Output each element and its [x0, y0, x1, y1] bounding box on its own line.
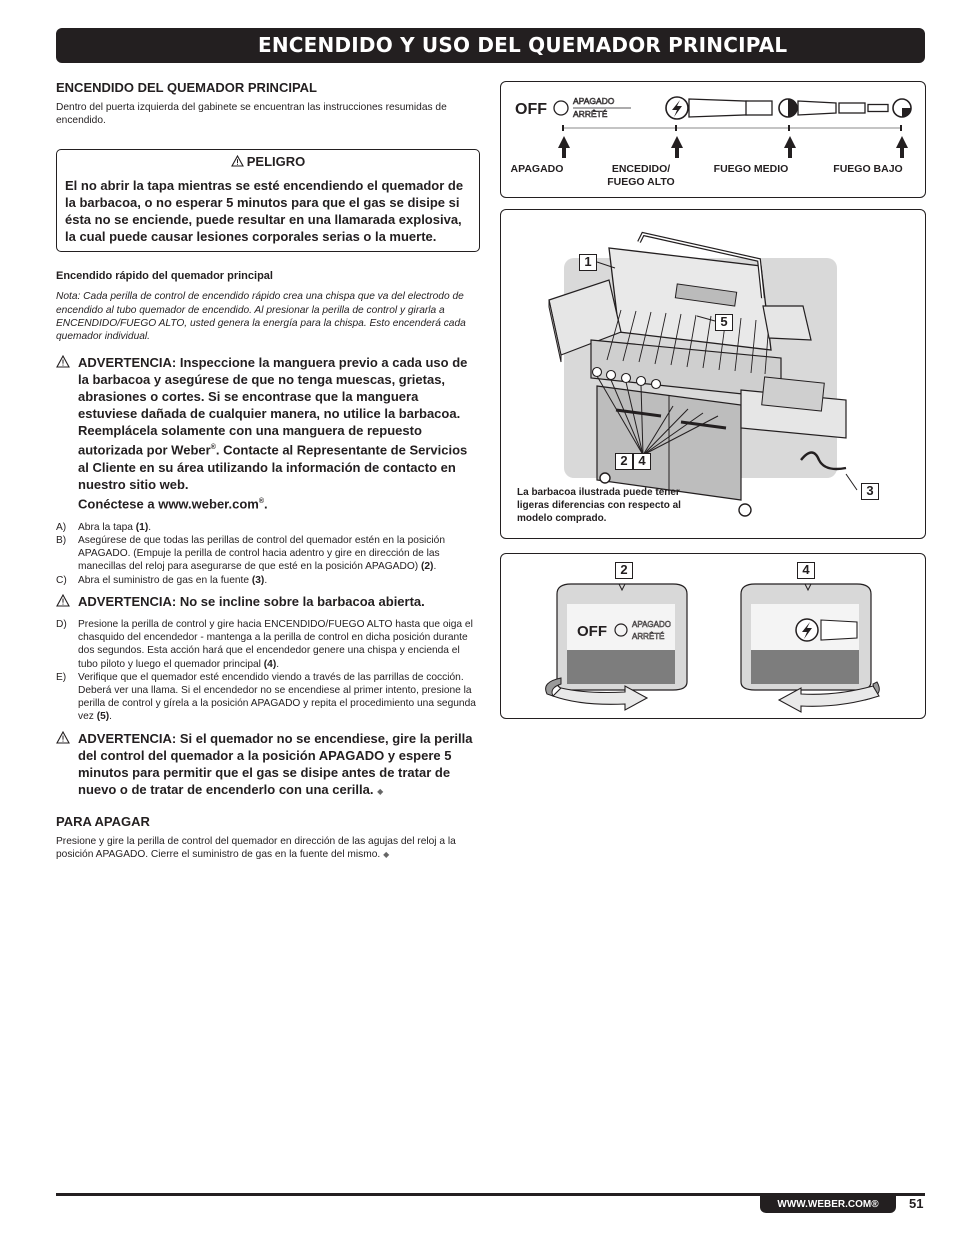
step-ref: (4) [263, 658, 277, 670]
warning-hose-text-b: . Contacte al Representante de Servicios al Cliente en su área utilizando la información de contacto en nuestro sitio web. [78, 442, 468, 492]
step-letter: B) [56, 535, 67, 547]
page-number: 51 [909, 1196, 924, 1211]
dial-positions-panel [500, 81, 926, 198]
danger-text: El no abrir la tapa mientras se esté encendiendo el quemador de la barbacoa, o no esperar 5 minutos para que el gas se disipe si ésta no se enciende, puede resultar en una llamarada explosiva, la cual puede causar lesiones corporales serias o la muerte. [65, 178, 464, 245]
step-letter: A) [56, 521, 67, 533]
period: . [264, 495, 268, 511]
step-ref: (2) [420, 561, 434, 573]
weber-site-text: Conéctese a www.weber.com [78, 495, 259, 511]
warning-lean [56, 593, 480, 610]
label-encendido: ENCEDIDO/ FUEGO ALTO [607, 163, 675, 188]
page-title: ENCENDIDO Y USO DEL QUEMADOR PRINCIPAL [56, 28, 925, 63]
step-text: Abra el suministro de gas en la fuente [78, 574, 252, 586]
knob-illustrations [501, 554, 925, 718]
knob-off-label: OFF [577, 623, 607, 640]
turn-off-title: PARA APAGAR [56, 813, 150, 829]
knob-apagado-small: APAGADO [632, 620, 671, 629]
step-c [56, 574, 480, 587]
warning-no-ignite [56, 730, 480, 800]
callout-1: 1 [579, 254, 597, 271]
callout-4: 4 [633, 453, 651, 470]
step-text: Abra la tapa [78, 521, 136, 533]
step-text: Verifique que el quemador esté encendido viendo a través de las parrillas de cocción. Deberá ver una llama. Si el encendedor no se encendiese al primer intento, presione la perilla de control y gírela a la posición APAGADO y repita el procedimiento una segunda vez [78, 671, 476, 723]
knob-arrete-small: ARRÊTÉ [632, 632, 665, 641]
dial-off-label: OFF [515, 101, 547, 118]
step-end: . [148, 521, 152, 533]
knob-rotation-panel [500, 553, 926, 719]
step-d [56, 618, 480, 671]
label-fuego-medio: FUEGO MEDIO [713, 163, 789, 175]
step-text: Presione la perilla de control y gire hacia ENCENDIDO/FUEGO ALTO hasta que oiga el chasquido del encendedor - mantenga a la perilla de control en dicha posición durante dos segundos. Esta acción hará que el encendedor genere una chispa y encienda el tubo piloto y luego el quemador principal [78, 618, 473, 670]
step-end: . [433, 561, 437, 573]
registered-mark: ® [210, 444, 216, 452]
danger-title: PELIGRO [246, 154, 306, 170]
dial-apagado-small: APAGADO [573, 96, 615, 106]
callout-2: 2 [615, 453, 633, 470]
label-fuego-bajo: FUEGO BAJO [833, 163, 903, 175]
step-end: . [276, 658, 280, 670]
footer-url: WWW.WEBER.COM® [760, 1196, 896, 1213]
warning-no-ignite-text: ADVERTENCIA: Si el quemador no se encendiese, gire la perilla del control del quemador a la posición APAGADO y espere 5 minutos para permitir que el gas se disipe antes de tratar de nuevo o de tratar de encenderlo con una cerilla. [78, 730, 473, 797]
step-end: . [264, 574, 268, 586]
step-text: Asegúrese de que todas las perillas de control del quemador estén en la posición APAGADO. (Empuje la perilla de control hacia adentro y gire en dirección de las manecillas del reloj para asegurarse de que esté en la posición APAGADO) [78, 535, 445, 573]
knob-callout-2: 2 [615, 562, 633, 579]
warning-triangle-icon [56, 731, 70, 744]
grill-diagram-panel [500, 209, 926, 539]
step-letter: E) [56, 671, 67, 683]
section-title: ENCENDIDO DEL QUEMADOR PRINCIPAL [56, 80, 317, 95]
half-circle-icon [779, 99, 797, 117]
step-a [56, 521, 480, 534]
warning-triangle-icon [231, 155, 244, 167]
step-e [56, 671, 480, 724]
callout-5: 5 [715, 314, 733, 331]
step-ref: (1) [135, 521, 149, 533]
warning-hose-text: ADVERTENCIA: Inspeccione la manguera previo a cada uso de la barbacoa y asegúrese de que no tenga muescas, grietas, abrasiones o cortes. Si se encontrase que la manguera estuviese dañada de cualquier manera, no utilice la barbacoa. Reemplácela solamente con una manguera de repuesto autorizada por Weber [78, 355, 468, 458]
step-ref: (5) [96, 711, 110, 723]
knob-off [546, 584, 687, 710]
turn-off-text [56, 835, 480, 861]
grill-caption: La barbacoa ilustrada puede tener ligeras diferencias con respecto al modelo comprado. [517, 487, 681, 524]
step-ref: (3) [251, 574, 265, 586]
warning-lean-text: ADVERTENCIA: No se incline sobre la barbacoa abierta. [78, 593, 425, 609]
lightning-icon [796, 619, 818, 641]
warning-hose [56, 354, 480, 512]
quarter-circle-icon [893, 99, 911, 117]
label-apagado: APAGADO [510, 163, 564, 175]
callout-3: 3 [861, 483, 879, 500]
knob-lit [741, 584, 879, 712]
dial-scale-illustration [501, 82, 925, 162]
danger-heading [65, 154, 471, 169]
danger-box [56, 149, 480, 252]
left-column [56, 80, 480, 861]
knob-callout-4: 4 [797, 562, 815, 579]
warning-triangle-icon [56, 355, 70, 368]
intro-text: Dentro del puerta izquierda del gabinete se encuentran las instrucciones resumidas de encendido. [56, 102, 447, 127]
end-mark: ◆ [377, 786, 384, 796]
dial-arrete-small: ARRÊTÉ [573, 109, 608, 119]
step-b [56, 534, 480, 574]
note-text: Nota: Cada perilla de control de encendido rápido crea una chispa que va del electrodo de encendido al tubo quemador de encendido. Al presionar la perilla de control y girarla a ENCENDIDO/FUEGO ALTO, usted genera la energía para la chispa. Esto encenderá cada quemador individual. [56, 291, 466, 343]
lightning-icon [666, 97, 688, 119]
step-letter: C) [56, 574, 67, 586]
turn-off-body: Presione y gire la perilla de control del quemador en dirección de las agujas del reloj a la posición APAGADO. Cierre el suministro de gas en la fuente del mismo. [56, 835, 456, 860]
position-arrows [558, 136, 908, 158]
warning-triangle-icon [56, 594, 70, 607]
registered-mark: ® [258, 497, 265, 505]
quick-light-title: Encendido rápido del quemador principal [56, 270, 273, 283]
end-mark: ◆ [383, 849, 390, 859]
steps-list-1 [56, 521, 480, 587]
steps-list-2 [56, 618, 480, 724]
step-end: . [109, 711, 112, 723]
step-letter: D) [56, 618, 67, 630]
